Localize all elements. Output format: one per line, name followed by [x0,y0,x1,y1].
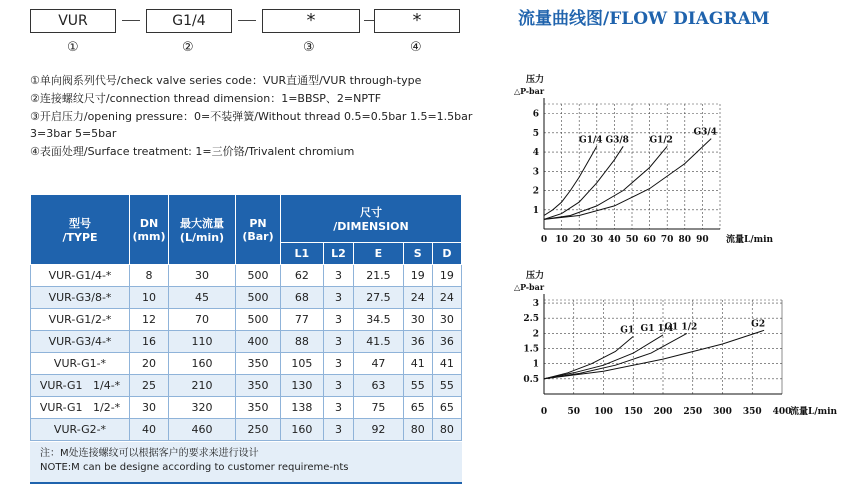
y-axis-label: 压力 [526,75,545,85]
spec-table [30,194,462,441]
table-cell: 500 [236,265,281,287]
table-cell: 19 [403,265,432,287]
y-tick-label: 2 [532,186,539,197]
table-cell: 62 [281,265,324,287]
x-tick-label: 10 [555,235,568,245]
table-footnote [30,442,462,484]
header-l1: L1 [281,243,324,265]
cell-type: VUR-G1/4-* [31,265,130,287]
series-label: G1/4 [579,135,603,146]
header-s: S [403,243,432,265]
table-cell: 65 [403,397,432,419]
table-cell: 3 [323,309,353,331]
code-dash [122,20,140,21]
code-marker-4: ④ [410,40,422,55]
series-label: G1/2 [649,135,673,146]
code-box-thread: G1/4 [146,9,232,33]
table-cell: 30 [169,265,236,287]
x-tick-label: 300 [713,407,732,417]
table-row [31,397,462,419]
table-cell: 3 [323,331,353,353]
table-cell: 350 [236,353,281,375]
header-d: D [432,243,461,265]
header-dn: DN (mm) [130,195,169,265]
table-cell: 77 [281,309,324,331]
table-cell: 8 [130,265,169,287]
cell-type: VUR-G3/4-* [31,331,130,353]
table-row [31,287,462,309]
table-cell: 24 [432,287,461,309]
table-cell: 75 [354,397,404,419]
header-dimension: 尺寸 /DIMENSION [281,195,462,243]
table-cell: 41 [403,353,432,375]
series-label: G3/8 [605,135,629,146]
table-cell: 63 [354,375,404,397]
code-box-series: VUR [30,9,116,33]
table-cell: 27.5 [354,287,404,309]
note-pressure-cont: 3=3bar 5=5bar [30,127,117,140]
table-cell: 34.5 [354,309,404,331]
cell-type: VUR-G2-* [31,419,130,441]
code-box-surface: * [374,9,460,33]
table-cell: 41 [432,353,461,375]
x-tick-label: 50 [625,235,639,245]
cell-type: VUR-G1 1/2-* [31,397,130,419]
table-row [31,375,462,397]
x-tick-label: 0 [540,407,548,417]
table-cell: 30 [432,309,461,331]
table-cell: 210 [169,375,236,397]
series-line [544,146,623,219]
table-cell: 3 [323,265,353,287]
code-marker-3: ③ [303,40,315,55]
table-cell: 12 [130,309,169,331]
series-line [544,139,711,220]
table-cell: 105 [281,353,324,375]
table-cell: 138 [281,397,324,419]
code-box-pressure: * [262,9,360,33]
table-cell: 36 [432,331,461,353]
table-cell: 70 [169,309,236,331]
y-tick-label: 1.5 [523,344,539,355]
table-row [31,419,462,441]
table-cell: 3 [323,397,353,419]
y-tick-label: 1 [532,359,539,370]
header-type: 型号 /TYPE [31,195,130,265]
x-tick-label: 60 [643,235,656,245]
y-axis-label: △P-bar [514,86,545,96]
table-cell: 3 [323,353,353,375]
table-cell: 3 [323,287,353,309]
x-tick-label: 250 [683,407,703,417]
header-pn: PN (Bar) [236,195,281,265]
flow-chart-small [500,75,800,254]
x-tick-label: 0 [540,235,548,245]
table-cell: 68 [281,287,324,309]
x-tick-label: 30 [590,235,604,245]
table-cell: 47 [354,353,404,375]
y-tick-label: 3 [532,299,539,310]
table-cell: 41.5 [354,331,404,353]
series-label: G1 1/2 [664,322,698,333]
table-row [31,309,462,331]
x-tick-label: 150 [623,407,643,417]
footnote-en: NOTE:M can be designe according to customer requireme-nts [40,462,349,473]
series-label: G3/4 [693,127,717,138]
x-tick-label: 100 [594,407,613,417]
plot-frame [544,104,720,229]
table-cell: 500 [236,309,281,331]
note-pressure: ③开启压力/opening pressure：0=不装弹簧/Without thread 0.5=0.5bar 1.5=1.5bar [30,110,473,123]
table-cell: 36 [403,331,432,353]
note-thread: ②连接螺纹尺寸/connection thread dimension：1=BBSP、2=NPTF [30,92,382,105]
table-cell: 40 [130,419,169,441]
table-cell: 250 [236,419,281,441]
y-tick-label: 3 [532,167,539,178]
table-row [31,353,462,375]
table-cell: 80 [432,419,461,441]
table-cell: 3 [323,375,353,397]
series-label: G1 [620,325,635,336]
x-axis-label: 流量L/min [790,407,838,417]
table-cell: 160 [281,419,324,441]
table-cell: 3 [323,419,353,441]
table-cell: 65 [432,397,461,419]
y-axis-label: △P-bar [514,282,545,292]
table-cell: 400 [236,331,281,353]
table-cell: 24 [403,287,432,309]
table-row [31,331,462,353]
series-line [544,333,687,378]
code-marker-2: ② [182,40,194,55]
note-series: ①单向阀系列代号/check valve series code：VUR直通型/VUR through-type [30,74,422,87]
header-e: E [354,243,404,265]
table-cell: 20 [130,353,169,375]
series-line [544,336,633,378]
table-cell: 160 [169,353,236,375]
y-tick-label: 2.5 [523,314,539,325]
cell-type: VUR-G3/8-* [31,287,130,309]
code-marker-1: ① [67,40,79,55]
y-tick-label: 2 [532,329,539,340]
series-line [544,146,597,215]
x-tick-label: 40 [608,235,621,245]
table-cell: 30 [403,309,432,331]
table-cell: 92 [354,419,404,441]
table-cell: 320 [169,397,236,419]
table-cell: 350 [236,397,281,419]
table-cell: 21.5 [354,265,404,287]
chart-small-canvas [514,73,774,245]
table-row [31,265,462,287]
cell-type: VUR-G1 1/4-* [31,375,130,397]
x-tick-label: 50 [567,407,581,417]
x-axis-label: 流量L/min [726,235,774,245]
x-tick-label: 90 [696,235,709,245]
table-cell: 80 [403,419,432,441]
table-cell: 55 [432,375,461,397]
table-cell: 10 [130,287,169,309]
x-tick-label: 80 [678,235,692,245]
series-label: G1 1/4 [640,323,674,334]
table-cell: 45 [169,287,236,309]
x-tick-label: 200 [653,407,673,417]
footnote-cn: 注：M处连接螺纹可以根据客户的要求来进行设计 [40,448,259,459]
table-cell: 130 [281,375,324,397]
cell-type: VUR-G1/2-* [31,309,130,331]
y-tick-label: 5 [532,128,539,139]
y-tick-label: 4 [532,148,539,159]
code-dash [238,20,256,21]
table-cell: 55 [403,375,432,397]
x-tick-label: 20 [572,235,586,245]
table-cell: 110 [169,331,236,353]
x-tick-label: 350 [742,407,762,417]
x-tick-label: 70 [660,235,674,245]
y-tick-label: 1 [532,205,539,216]
chart-large-canvas [514,269,838,417]
y-tick-label: 6 [532,109,539,120]
series-label: G2 [751,319,766,330]
table-cell: 88 [281,331,324,353]
diagram-title: 流量曲线图/FLOW DIAGRAM [518,9,770,29]
table-cell: 25 [130,375,169,397]
table-cell: 16 [130,331,169,353]
table-cell: 350 [236,375,281,397]
y-axis-label: 压力 [526,271,545,281]
table-cell: 460 [169,419,236,441]
table-cell: 500 [236,287,281,309]
header-flow: 最大流量 (L/min) [169,195,236,265]
table-cell: 19 [432,265,461,287]
table-cell: 30 [130,397,169,419]
cell-type: VUR-G1-* [31,353,130,375]
y-tick-label: 0.5 [523,374,539,385]
note-surface: ④表面处理/Surface treatment: 1=三价铬/Trivalent chromium [30,145,355,158]
x-tick-label: 400 [772,407,792,417]
flow-chart-large [500,271,840,425]
header-l2: L2 [323,243,353,265]
